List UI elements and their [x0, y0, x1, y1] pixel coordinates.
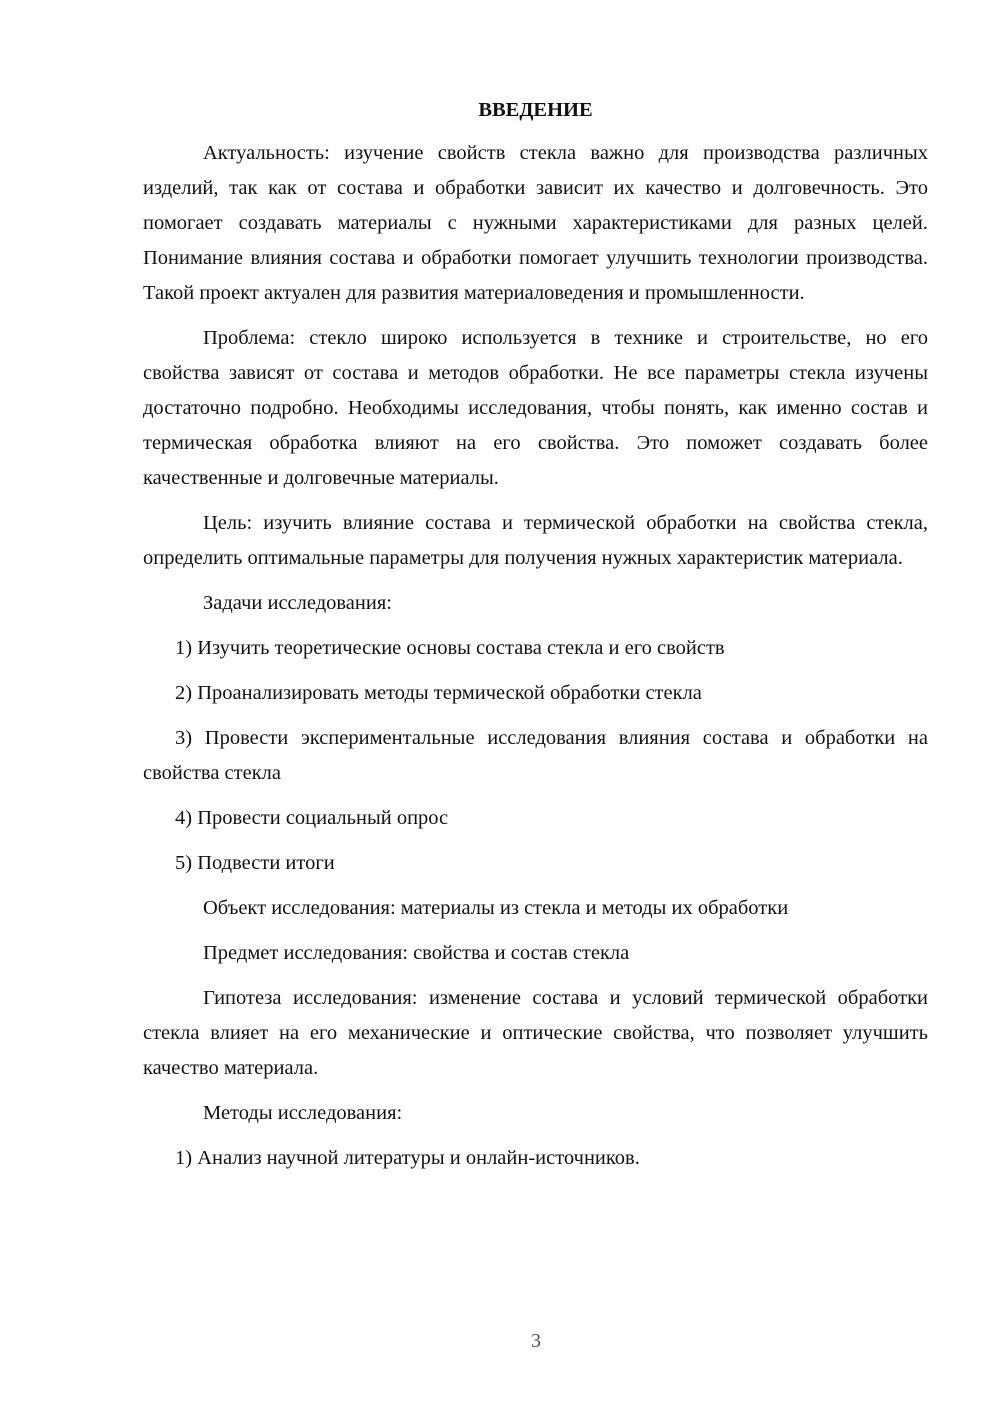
research-object: Объект исследования: материалы из стекла и методы их обработки — [203, 897, 789, 919]
task-item-4: 4) Провести социальный опрос — [175, 807, 449, 829]
methods-heading: Методы исследования: — [203, 1102, 403, 1124]
task-item-5: 5) Подвести итоги — [175, 852, 335, 874]
page-number: 3 — [531, 1330, 541, 1352]
problem-paragraph: Проблема: стекло широко используется в технике и строительстве, но его свойства зависят от состава и методов обработки. Не все параметры стекла изучены достаточно подробно. Необходимы исследования, чтобы понять, как именно состав и термическая обработка влияют на его свойства. Это поможет создавать более качественные и долговечные материалы. — [143, 327, 928, 489]
research-subject: Предмет исследования: свойства и состав стекла — [203, 942, 630, 964]
page-content — [143, 96, 928, 1178]
method-item-1: 1) Анализ научной литературы и онлайн-источников. — [175, 1147, 640, 1169]
section-title: ВВЕДЕНИЕ — [478, 99, 593, 121]
task-item-3: 3) Провести экспериментальные исследования влияния состава и обработки на свойства стекла — [143, 727, 928, 784]
research-hypothesis: Гипотеза исследования: изменение состава и условий термической обработки стекла влияет на его механические и оптические свойства, что позволяет улучшить качество материала. — [143, 987, 928, 1079]
task-item-2: 2) Проанализировать методы термической обработки стекла — [175, 682, 702, 704]
task-item-1: 1) Изучить теоретические основы состава стекла и его свойств — [175, 637, 725, 659]
goal-paragraph: Цель: изучить влияние состава и термической обработки на свойства стекла, определить оптимальные параметры для получения нужных характеристик материала. — [143, 512, 928, 569]
tasks-heading: Задачи исследования: — [203, 592, 392, 614]
relevance-paragraph: Актуальность: изучение свойств стекла важно для производства различных изделий, так как от состава и обработки зависит их качество и долговечность. Это помогает создавать материалы с нужными характеристиками для разных целей. Понимание влияния состава и обработки помогает улучшить технологии производства. Такой проект актуален для развития материаловедения и промышленности. — [143, 142, 928, 304]
